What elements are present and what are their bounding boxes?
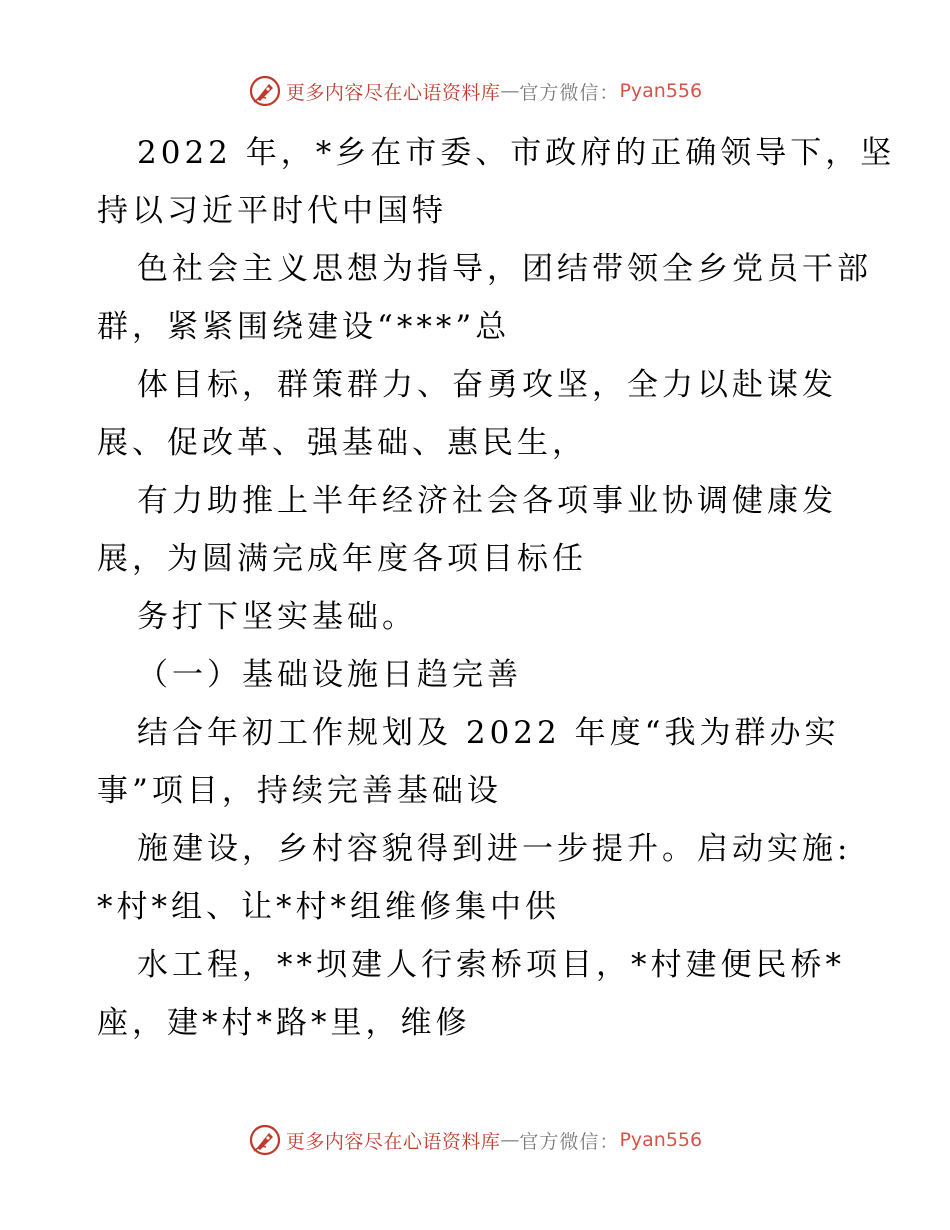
body-line: 展，为圆满完成年度各项目标任 <box>97 541 587 577</box>
body-line: 座，建*村*路*里，维修 <box>97 1005 471 1041</box>
body-line: 施建设，乡村容貌得到进一步提升。启动实施: <box>137 831 852 867</box>
watermark-separator: — <box>500 80 520 102</box>
body-line: 展、促改革、强基础、惠民生， <box>97 425 587 461</box>
watermark-brand: 更多内容尽在心语资料库 <box>285 1130 501 1153</box>
body-line: 2022 年，*乡在市委、市政府的正确领导下，坚 <box>137 135 896 171</box>
watermark-separator: — <box>500 1129 520 1151</box>
pen-nib-logo-icon <box>248 1123 282 1157</box>
body-line: 水工程，**坝建人行索桥项目，*村建便民桥* <box>137 947 845 983</box>
body-line: 结合年初工作规划及 2022 年度“我为群办实 <box>137 715 840 751</box>
watermark-brand: 更多内容尽在心语资料库 <box>285 81 501 104</box>
body-line: 务打下坚实基础。 <box>137 599 417 635</box>
body-line: 色社会主义思想为指导，团结带领全乡党员干部 <box>137 251 872 287</box>
header-watermark <box>0 71 950 111</box>
document-body <box>97 124 896 1052</box>
body-line: 持以习近平时代中国特 <box>97 193 447 229</box>
body-line: 事”项目，持续完善基础设 <box>97 773 502 809</box>
body-line: 群，紧紧围绕建设“***”总 <box>97 309 511 345</box>
body-line: 体目标，群策群力、奋勇攻坚，全力以赴谋发 <box>137 367 837 403</box>
body-line: 有力助推上半年经济社会各项事业协调健康发 <box>137 483 837 519</box>
footer-watermark <box>0 1120 950 1160</box>
body-line: *村*组、让*村*组维修集中供 <box>97 889 560 925</box>
watermark-wechat-label: 官方微信： <box>519 81 620 104</box>
watermark-wechat-id: Pyan556 <box>619 1129 703 1151</box>
watermark-wechat-label: 官方微信： <box>519 1130 620 1153</box>
pen-nib-logo-icon <box>248 74 282 108</box>
section-heading: （一）基础设施日趋完善 <box>137 657 522 693</box>
watermark-wechat-id: Pyan556 <box>619 80 703 102</box>
